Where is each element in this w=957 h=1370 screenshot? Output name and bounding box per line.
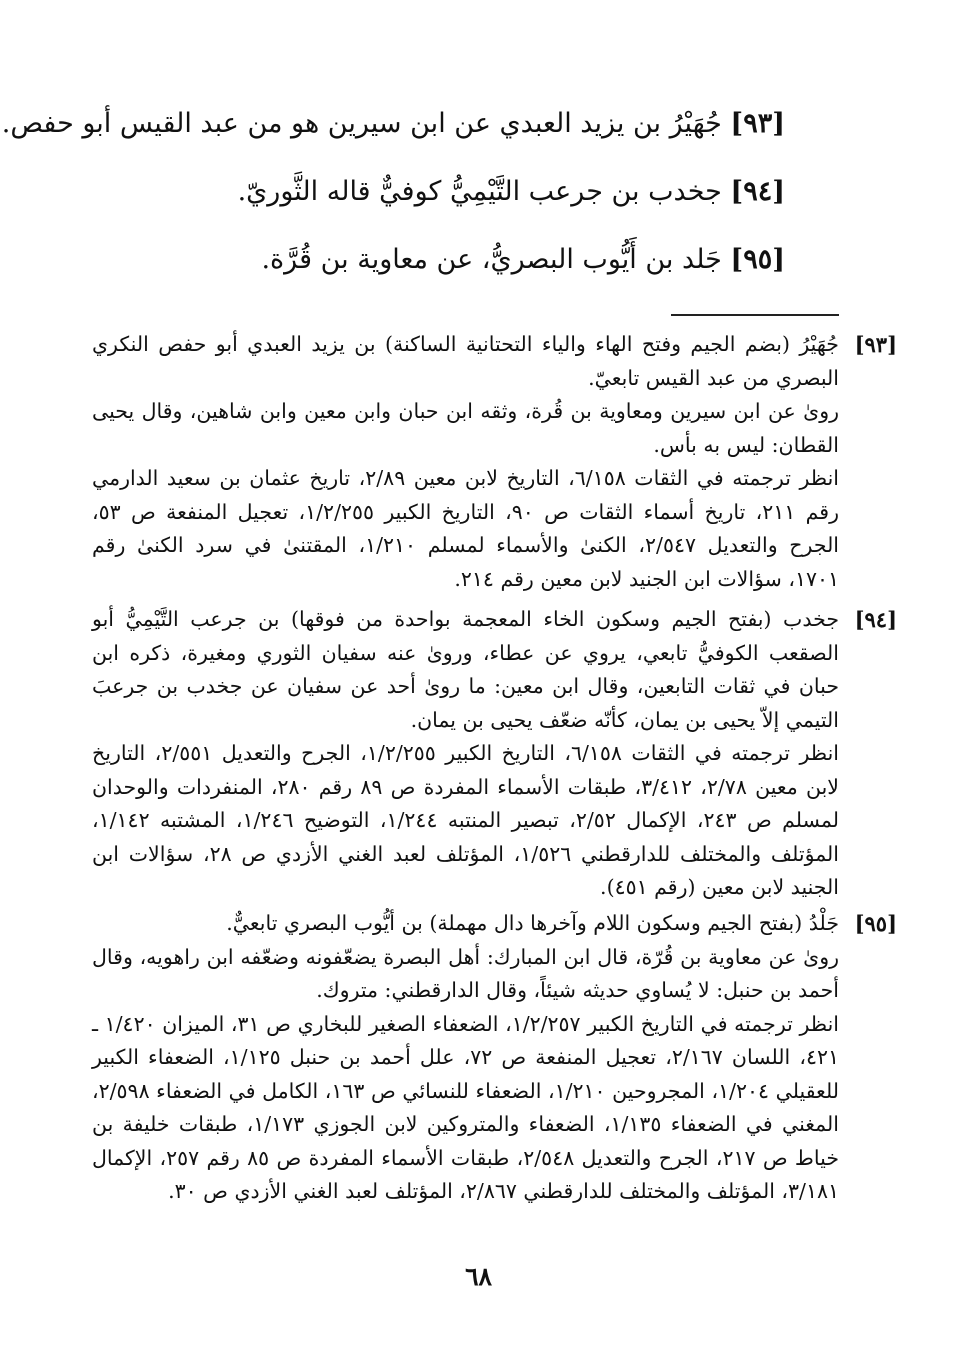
footnote-paragraph: روىٰ عن معاوية بن قُرّة، قال ابن المبارك: أهل البصرة يضعّفونه وضعّفه ابن راهويه، وقال أحمد بن حنبل: لا يُساوي حديثه شيئاً، وقال الدارقطني: متروك. — [92, 944, 839, 1002]
footnote-number: [٩٤] — [854, 607, 897, 632]
footnote-paragraph: جُهَيْرُ (بضم الجيم وفتح الهاء والياء التحتانية الساكنة) بن يزيد العبدي أبو حفص النكري البصري من عبد القيس تابعيّ. — [92, 332, 839, 390]
footnote-95 — [92, 907, 897, 1209]
footnote-94 — [92, 603, 897, 905]
entry-number: [٩٥] — [730, 244, 785, 275]
main-entry-93 — [1, 104, 785, 144]
entry-number: [٩٣] — [730, 108, 785, 139]
footnote-93 — [92, 328, 897, 596]
entry-number: [٩٤] — [730, 176, 785, 207]
footnote-paragraph: انظر ترجمته في الثقات ٦/١٥٨، التاريخ لابن معين ٢/٨٩، تاريخ عثمان بن سعيد الدارمي رقم ٢١١، تاريخ أسماء الثقات ص ٩٠، التاريخ الكبير ١/٢/٢٥٥، تعجيل المنفعة ص ٥٣، الجرح والتعديل ٢/٥٤٧، الكنىٰ والأسماء لمسلم ١/٢١٠، المقتنىٰ في سرد الكنىٰ رقم ١٧٠١، سؤالات ابن الجنيد لابن معين رقم ٢١٤. — [92, 466, 840, 591]
main-entry-95 — [85, 240, 785, 280]
footnote-paragraph: روىٰ عن ابن سيرين ومعاوية بن قُرة، وثقه ابن حبان وابن معين وابن شاهين، وقال يحيى القطان: ليس به بأس. — [92, 399, 839, 457]
entry-text: جُهَيْرُ بن يزيد العبدي عن ابن سيرين هو من عبد القيس أبو حفص. — [1, 108, 722, 139]
footnote-paragraph: جخدب (بفتح الجيم وسكون الخاء المعجمة بواحدة من فوقها) بن جرعب التَّيْمِيُّ أبو الصقعب الكوفيُّ تابعي، يروي عن عطاء، وروىٰ عنه سفيان الثوري ومغيرة، ذكره ابن حبان في ثقات التابعين، وقال ابن معين: ما روىٰ أحد عن سفيان عن جخدب بن جرعبَ التيمي إلاّ يحيى بن يمان، كأنّه ضعّف يحيى بن يمان. — [92, 607, 839, 732]
page-number: ٦٨ — [465, 1262, 492, 1291]
footnote-number: [٩٣] — [854, 332, 897, 357]
footnote-divider — [671, 314, 839, 316]
footnote-paragraph: انظر ترجمته في الثقات ٦/١٥٨، التاريخ الكبير ١/٢/٢٥٥، الجرح والتعديل ٢/٥٥١، التاريخ لابن معين ٢/٧٨، ٣/٤١٢، طبقات الأسماء المفردة ص ٨٩ رقم ٢٨٠، المنفردات والوحدان لمسلم ص ٢٤٣، الإكمال ٢/٥٢، تبصير المنتبه ١/٢٤٤، التوضيح ١/٢٤٦، المشتبه ١/١٤٢، المؤتلف والمختلف للدارقطني ١/٥٢٦، المؤتلف لعبد الغني الأزدي ص ٢٨، سؤالات ابن الجنيد لابن معين (رقم ٤٥١). — [92, 741, 840, 899]
footnote-paragraph: جَلْدُ (بفتح الجيم وسكون اللام وآخرها دال مهملة) بن أيُّوب البصري تابعيٌّ. — [226, 911, 839, 935]
main-entry-94 — [85, 172, 785, 212]
entry-text: جخدب بن جرعب التَّيْمِيُّ كوفيٌّ قاله الثَّوريّ. — [237, 176, 722, 207]
footnote-number: [٩٥] — [854, 911, 897, 936]
entry-text: جَلد بن أَيُّوب البصريُّ، عن معاوية بن قُرَّة. — [261, 244, 722, 275]
footnote-paragraph: انظر ترجمته في التاريخ الكبير ١/٢/٢٥٧، الضعفاء الصغير للبخاري ص ٣١، الميزان ١/٤٢٠ ـ ٤٢١، اللسان ٢/١٦٧، تعجيل المنفعة ص ٧٢، علل أحمد بن حنبل ١/١٢٥، الضعفاء الكبير للعقيلي ١/٢٠٤، المجروحين ١/٢١٠، الضعفاء للنسائي ص ١٦٣، الكامل في الضعفاء ٢/٥٩٨، المغني في الضعفاء ١/١٣٥، الضعفاء والمتروكين لابن الجوزي ١/١٧٣، طبقات خليفة بن خياط ص ٢١٧، الجرح والتعديل ٢/٥٤٨، طبقات الأسماء المفردة ص ٨٥ رقم ٢٥٧، الإكمال ٣/١٨١، المؤتلف والمختلف للدارقطني ٢/٨٦٧، المؤتلف لعبد الغني الأزدي ص ٣٠. — [92, 1011, 839, 1203]
